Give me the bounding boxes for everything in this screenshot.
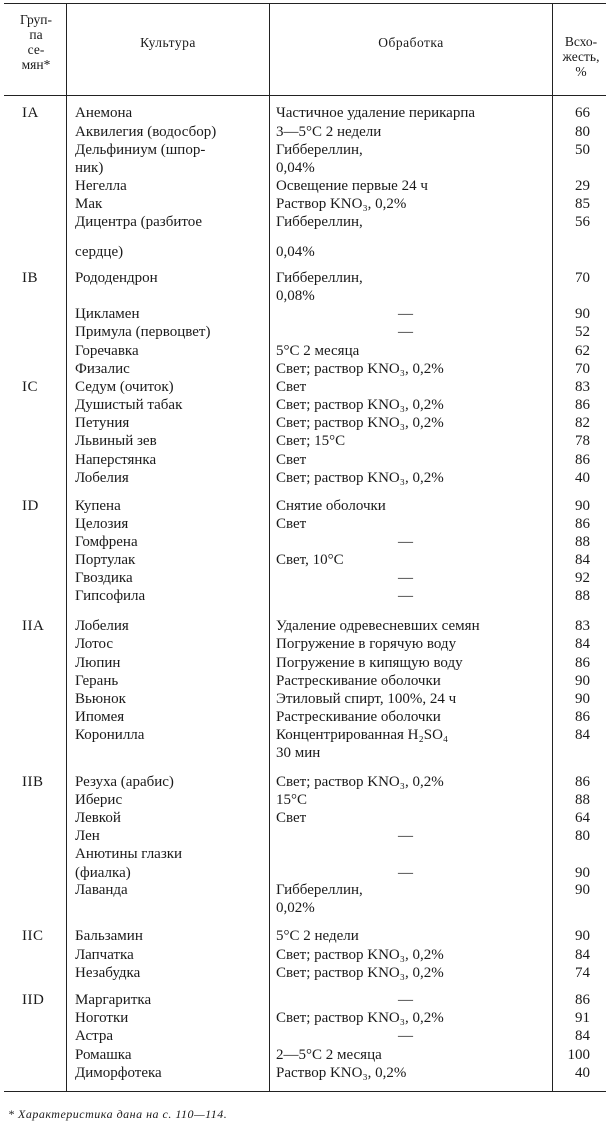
germination-cell: 86 <box>575 516 590 532</box>
culture-cell: ник) <box>75 160 104 176</box>
treatment-cell: — <box>398 865 413 881</box>
culture-cell: Негелла <box>75 178 127 194</box>
header-germination-line: жесть, <box>562 49 600 64</box>
germination-cell: 84 <box>575 727 590 743</box>
germination-cell: 40 <box>575 470 590 486</box>
group-cell: IIA <box>22 618 45 634</box>
group-cell: IC <box>22 379 38 395</box>
germination-cell: 80 <box>575 124 590 140</box>
treatment-cell: Свет; раствор KNO₃, 0,2% <box>276 947 444 963</box>
treatment-cell: Свет <box>276 516 307 532</box>
culture-cell: Петуния <box>75 415 130 431</box>
germination-cell: 90 <box>575 865 590 881</box>
treatment-cell: Освещение первые 24 ч <box>276 178 428 194</box>
culture-cell: Лобелия <box>75 618 129 634</box>
germination-cell: 88 <box>575 588 590 604</box>
germination-cell: 84 <box>575 947 590 963</box>
treatment-cell: Свет; раствор KNO₃, 0,2% <box>276 774 444 790</box>
treatment-cell: — <box>398 828 413 844</box>
treatment-cell: 0,08% <box>276 288 315 304</box>
culture-cell: Дельфиниум (шпор- <box>75 142 206 158</box>
treatment-cell: Частичное удаление перикарпа <box>276 105 476 121</box>
germination-cell: 70 <box>575 361 590 377</box>
culture-cell: Незабудка <box>75 965 141 981</box>
column-divider-group <box>66 3 67 1091</box>
germination-cell: 84 <box>575 1028 590 1044</box>
germination-cell: 83 <box>575 379 590 395</box>
culture-cell: Лобелия <box>75 470 129 486</box>
culture-cell: Горечавка <box>75 343 139 359</box>
culture-cell: Лаванда <box>75 882 128 898</box>
germination-cell: 86 <box>575 709 590 725</box>
group-cell: IIB <box>22 774 44 790</box>
treatment-cell: Раствор KNO₃, 0,2% <box>276 196 407 212</box>
culture-cell: (фиалка) <box>75 865 131 881</box>
germination-cell: 52 <box>575 324 590 340</box>
culture-cell: Лен <box>75 828 100 844</box>
treatment-cell: Свет; раствор KNO₃, 0,2% <box>276 415 444 431</box>
culture-cell: Мак <box>75 196 103 212</box>
germination-cell: 86 <box>575 655 590 671</box>
culture-cell: Люпин <box>75 655 121 671</box>
footnote: * Характеристика дана на с. 110—114. <box>8 1107 228 1121</box>
culture-cell: Лотос <box>75 636 113 652</box>
treatment-cell: Свет <box>276 452 307 468</box>
germination-cell: 29 <box>575 178 590 194</box>
culture-cell: Анютины глазки <box>75 846 183 862</box>
germination-cell: 80 <box>575 828 590 844</box>
treatment-cell: 5°C 2 недели <box>276 928 359 944</box>
treatment-cell: 0,04% <box>276 244 315 260</box>
treatment-cell: Свет; раствор KNO₃, 0,2% <box>276 965 444 981</box>
germination-cell: 83 <box>575 618 590 634</box>
treatment-cell: Свет <box>276 810 307 826</box>
culture-cell: Душистый табак <box>75 397 183 413</box>
culture-cell: Портулак <box>75 552 136 568</box>
header-germination-line: Всхо- <box>564 34 598 49</box>
germination-cell: 90 <box>575 673 590 689</box>
header-group-line: се- <box>27 42 45 57</box>
treatment-cell: 0,04% <box>276 160 315 176</box>
germination-cell: 78 <box>575 433 590 449</box>
treatment-cell: 0,02% <box>276 900 315 916</box>
treatment-cell: 5°C 2 месяца <box>276 343 360 359</box>
group-cell: IA <box>22 105 39 121</box>
culture-cell: Вьюнок <box>75 691 126 707</box>
treatment-cell: Свет; раствор KNO₃, 0,2% <box>276 397 444 413</box>
culture-cell: Седум (очиток) <box>75 379 174 395</box>
culture-cell: Диморфотека <box>75 1065 162 1081</box>
culture-cell: Левкой <box>75 810 121 826</box>
culture-cell: Резуха (арабис) <box>75 774 174 790</box>
treatment-cell: — <box>398 306 413 322</box>
culture-cell: Ипомея <box>75 709 125 725</box>
treatment-cell: Этиловый спирт, 100%, 24 ч <box>276 691 457 707</box>
treatment-cell: Свет, 10°C <box>276 552 344 568</box>
culture-cell: Ромашка <box>75 1047 132 1063</box>
culture-cell: Купена <box>75 498 121 514</box>
culture-cell: Дицентра (разбитое <box>75 214 203 230</box>
group-cell: IB <box>22 270 38 286</box>
header-group-line: па <box>29 27 43 42</box>
culture-cell: Ноготки <box>75 1010 129 1026</box>
culture-cell: Коронилла <box>75 727 145 743</box>
treatment-cell: — <box>398 1028 413 1044</box>
germination-cell: 88 <box>575 534 590 550</box>
treatment-cell: — <box>398 324 413 340</box>
culture-cell: Целозия <box>75 516 129 532</box>
table-top-rule <box>4 3 606 4</box>
germination-cell: 70 <box>575 270 590 286</box>
treatment-cell: Свет; раствор KNO₃, 0,2% <box>276 361 444 377</box>
culture-cell: Цикламен <box>75 306 140 322</box>
culture-cell: Наперстянка <box>75 452 157 468</box>
treatment-cell: Свет; 15°C <box>276 433 346 449</box>
treatment-cell: 3—5°C 2 недели <box>276 124 382 140</box>
treatment-cell: 15°C <box>276 792 308 808</box>
germination-cell: 90 <box>575 928 590 944</box>
treatment-cell: Гиббереллин, <box>276 214 363 230</box>
germination-cell: 66 <box>575 105 590 121</box>
germination-cell: 90 <box>575 306 590 322</box>
treatment-cell: Раствор KNO₃, 0,2% <box>276 1065 407 1081</box>
header-germination-line: % <box>575 64 587 79</box>
culture-cell: Гвоздика <box>75 570 133 586</box>
germination-cell: 86 <box>575 774 590 790</box>
treatment-cell: Свет; раствор KNO₃, 0,2% <box>276 1010 444 1026</box>
column-divider-culture <box>269 3 270 1091</box>
culture-cell: Гипсофила <box>75 588 146 604</box>
treatment-cell: Гиббереллин, <box>276 270 363 286</box>
group-cell: IID <box>22 992 45 1008</box>
treatment-cell: Погружение в горячую воду <box>276 636 457 652</box>
culture-cell: Аквилегия (водосбор) <box>75 124 217 140</box>
treatment-cell: Гиббереллин, <box>276 142 363 158</box>
treatment-cell: — <box>398 534 413 550</box>
culture-cell: Гомфрена <box>75 534 138 550</box>
germination-cell: 56 <box>575 214 590 230</box>
treatment-cell: Свет <box>276 379 307 395</box>
germination-cell: 84 <box>575 636 590 652</box>
group-cell: ID <box>22 498 39 514</box>
culture-cell: сердце) <box>75 244 124 260</box>
germination-cell: 90 <box>575 498 590 514</box>
header-treatment-column: Обработка <box>378 35 444 50</box>
header-culture-column: Культура <box>140 35 196 50</box>
treatment-cell: Растрескивание оболочки <box>276 709 441 725</box>
header-group-column <box>8 12 64 72</box>
culture-cell: Лапчатка <box>75 947 134 963</box>
germination-cell: 88 <box>575 792 590 808</box>
treatment-cell: — <box>398 570 413 586</box>
culture-cell: Анемона <box>75 105 133 121</box>
culture-cell: Бальзамин <box>75 928 143 944</box>
culture-cell: Примула (первоцвет) <box>75 324 211 340</box>
germination-cell: 86 <box>575 992 590 1008</box>
culture-cell: Маргаритка <box>75 992 152 1008</box>
germination-cell: 50 <box>575 142 590 158</box>
treatment-cell: 30 мин <box>276 745 321 761</box>
treatment-cell: Снятие оболочки <box>276 498 386 514</box>
culture-cell: Герань <box>75 673 119 689</box>
germination-cell: 90 <box>575 882 590 898</box>
culture-cell: Физалис <box>75 361 130 377</box>
treatment-cell: Погружение в кипящую воду <box>276 655 463 671</box>
treatment-cell: 2—5°C 2 месяца <box>276 1047 382 1063</box>
header-group-line: мян* <box>21 57 51 72</box>
germination-cell: 90 <box>575 691 590 707</box>
culture-cell: Иберис <box>75 792 123 808</box>
treatment-cell: Концентрированная H₂SO₄ <box>276 727 449 743</box>
germination-cell: 91 <box>575 1010 590 1026</box>
germination-cell: 85 <box>575 196 590 212</box>
culture-cell: Львиный зев <box>75 433 157 449</box>
group-cell: IIC <box>22 928 44 944</box>
header-group-line: Груп- <box>20 12 52 27</box>
table-header-rule <box>4 95 606 96</box>
germination-cell: 84 <box>575 552 590 568</box>
germination-cell: 92 <box>575 570 590 586</box>
culture-cell: Рододендрон <box>75 270 158 286</box>
germination-cell: 74 <box>575 965 590 981</box>
germination-cell: 64 <box>575 810 590 826</box>
table-bottom-rule <box>4 1091 606 1092</box>
germination-cell: 62 <box>575 343 590 359</box>
germination-cell: 82 <box>575 415 590 431</box>
treatment-cell: Растрескивание оболочки <box>276 673 441 689</box>
treatment-cell: — <box>398 992 413 1008</box>
germination-cell: 86 <box>575 452 590 468</box>
germination-cell: 40 <box>575 1065 590 1081</box>
treatment-cell: Удаление одревесневших семян <box>276 618 480 634</box>
germination-cell: 100 <box>567 1047 590 1063</box>
header-germination-column <box>554 34 608 79</box>
culture-cell: Астра <box>75 1028 114 1044</box>
germination-cell: 86 <box>575 397 590 413</box>
treatment-cell: Свет; раствор KNO₃, 0,2% <box>276 470 444 486</box>
treatment-cell: — <box>398 588 413 604</box>
treatment-cell: Гиббереллин, <box>276 882 363 898</box>
